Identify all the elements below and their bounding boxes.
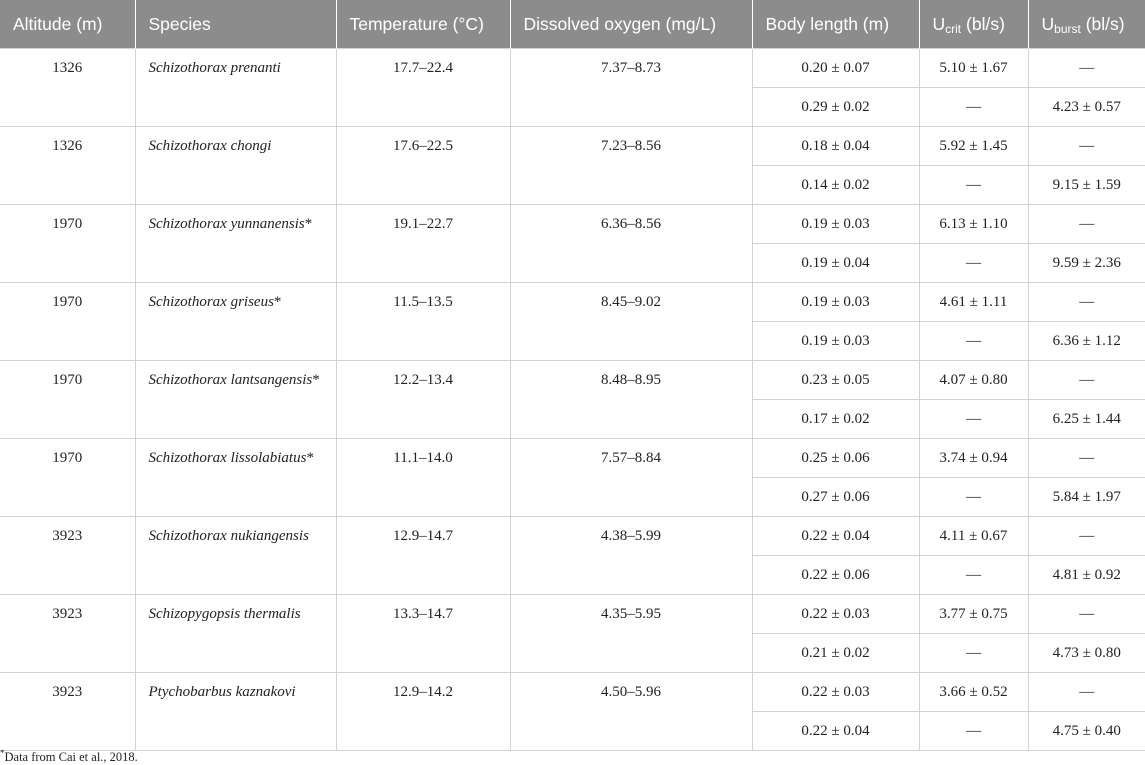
altitude-cell: 3923 [0, 517, 135, 595]
uburst-cell: 4.73 ± 0.80 [1028, 634, 1145, 673]
table-row [0, 673, 1145, 712]
body-length-cell: 0.22 ± 0.03 [752, 673, 919, 712]
header-altitude: Altitude (m) [0, 0, 135, 49]
body-length-cell: 0.19 ± 0.03 [752, 322, 919, 361]
species-name: Schizothorax yunnanensis [148, 216, 305, 232]
uburst-cell: — [1028, 595, 1145, 634]
body-length-cell: 0.22 ± 0.04 [752, 712, 919, 751]
uburst-cell: — [1028, 205, 1145, 244]
footnote-asterisk: * [312, 372, 320, 388]
table-row [0, 595, 1145, 634]
temperature-cell: 12.9–14.2 [336, 673, 510, 751]
uburst-cell: 9.15 ± 1.59 [1028, 166, 1145, 205]
uburst-cell: — [1028, 517, 1145, 556]
temperature-cell: 13.3–14.7 [336, 595, 510, 673]
altitude-cell: 1970 [0, 283, 135, 361]
species-cell [135, 595, 336, 673]
dissolved-oxygen-cell: 6.36–8.56 [510, 205, 752, 283]
uburst-cell: — [1028, 127, 1145, 166]
ucrit-cell: — [919, 88, 1028, 127]
ucrit-cell: — [919, 556, 1028, 595]
species-name: Ptychobarbus kaznakovi [148, 684, 296, 700]
species-name: Schizothorax lissolabiatus [148, 450, 307, 466]
table-row [0, 205, 1145, 244]
species-name: Schizothorax nukiangensis [148, 528, 309, 544]
species-cell [135, 361, 336, 439]
ucrit-cell: 5.10 ± 1.67 [919, 49, 1028, 88]
uburst-cell: 6.25 ± 1.44 [1028, 400, 1145, 439]
dissolved-oxygen-cell: 4.35–5.95 [510, 595, 752, 673]
table-row [0, 283, 1145, 322]
body-length-cell: 0.14 ± 0.02 [752, 166, 919, 205]
ucrit-cell: 5.92 ± 1.45 [919, 127, 1028, 166]
uburst-cell: 4.23 ± 0.57 [1028, 88, 1145, 127]
body-length-cell: 0.29 ± 0.02 [752, 88, 919, 127]
ucrit-cell: 6.13 ± 1.10 [919, 205, 1028, 244]
uburst-cell: — [1028, 49, 1145, 88]
species-name: Schizothorax lantsangensis [148, 372, 313, 388]
species-cell [135, 439, 336, 517]
species-cell [135, 127, 336, 205]
ucrit-cell: — [919, 400, 1028, 439]
temperature-cell: 12.2–13.4 [336, 361, 510, 439]
header-uburst-subscript: burst [1054, 21, 1081, 36]
altitude-cell: 1970 [0, 361, 135, 439]
body-length-cell: 0.19 ± 0.03 [752, 283, 919, 322]
header-ucrit-main: U [932, 13, 946, 34]
table-row [0, 361, 1145, 400]
dissolved-oxygen-cell: 7.57–8.84 [510, 439, 752, 517]
species-cell [135, 49, 336, 127]
ucrit-cell: 4.11 ± 0.67 [919, 517, 1028, 556]
uburst-cell: — [1028, 439, 1145, 478]
ucrit-cell: — [919, 712, 1028, 751]
body-length-cell: 0.20 ± 0.07 [752, 49, 919, 88]
altitude-cell: 3923 [0, 673, 135, 751]
header-uburst [1028, 0, 1145, 49]
footnote-asterisk: * [304, 216, 313, 232]
temperature-cell: 11.5–13.5 [336, 283, 510, 361]
uburst-cell: 5.84 ± 1.97 [1028, 478, 1145, 517]
header-row [0, 0, 1145, 49]
ucrit-cell: — [919, 634, 1028, 673]
footnote-text: Data from Cai et al., 2018. [4, 750, 138, 765]
uburst-cell: 6.36 ± 1.12 [1028, 322, 1145, 361]
header-uburst-main: U [1041, 13, 1055, 34]
header-uburst-unit: (bl/s) [1080, 13, 1125, 34]
footnote-mark: * [0, 748, 5, 758]
body-length-cell: 0.19 ± 0.04 [752, 244, 919, 283]
ucrit-cell: — [919, 166, 1028, 205]
dissolved-oxygen-cell: 4.38–5.99 [510, 517, 752, 595]
body-length-cell: 0.22 ± 0.06 [752, 556, 919, 595]
species-cell [135, 205, 336, 283]
body-length-cell: 0.22 ± 0.03 [752, 595, 919, 634]
header-temperature: Temperature (°C) [336, 0, 510, 49]
uburst-cell: — [1028, 283, 1145, 322]
ucrit-cell: 3.74 ± 0.94 [919, 439, 1028, 478]
altitude-cell: 1970 [0, 439, 135, 517]
species-cell [135, 283, 336, 361]
temperature-cell: 17.6–22.5 [336, 127, 510, 205]
footnote-asterisk: * [306, 450, 314, 466]
body-length-cell: 0.25 ± 0.06 [752, 439, 919, 478]
temperature-cell: 19.1–22.7 [336, 205, 510, 283]
header-ucrit-unit: (bl/s) [961, 13, 1005, 34]
species-cell [135, 673, 336, 751]
dissolved-oxygen-cell: 8.45–9.02 [510, 283, 752, 361]
ucrit-cell: — [919, 244, 1028, 283]
body-length-cell: 0.21 ± 0.02 [752, 634, 919, 673]
table-row [0, 49, 1145, 88]
body-length-cell: 0.17 ± 0.02 [752, 400, 919, 439]
header-ucrit-subscript: crit [945, 21, 962, 36]
uburst-cell: 9.59 ± 2.36 [1028, 244, 1145, 283]
species-name: Schizothorax prenanti [148, 60, 281, 76]
dissolved-oxygen-cell: 4.50–5.96 [510, 673, 752, 751]
temperature-cell: 11.1–14.0 [336, 439, 510, 517]
dissolved-oxygen-cell: 8.48–8.95 [510, 361, 752, 439]
body-length-cell: 0.18 ± 0.04 [752, 127, 919, 166]
ucrit-cell: — [919, 322, 1028, 361]
species-name: Schizopygopsis thermalis [148, 606, 301, 622]
table-row [0, 517, 1145, 556]
header-dissolved-oxygen: Dissolved oxygen (mg/L) [510, 0, 752, 49]
dissolved-oxygen-cell: 7.37–8.73 [510, 49, 752, 127]
temperature-cell: 12.9–14.7 [336, 517, 510, 595]
uburst-cell: 4.81 ± 0.92 [1028, 556, 1145, 595]
header-ucrit [919, 0, 1028, 49]
ucrit-cell: 4.07 ± 0.80 [919, 361, 1028, 400]
uburst-cell: — [1028, 673, 1145, 712]
body-length-cell: 0.27 ± 0.06 [752, 478, 919, 517]
dissolved-oxygen-cell: 7.23–8.56 [510, 127, 752, 205]
ucrit-cell: 3.66 ± 0.52 [919, 673, 1028, 712]
body-length-cell: 0.22 ± 0.04 [752, 517, 919, 556]
temperature-cell: 17.7–22.4 [336, 49, 510, 127]
altitude-cell: 1326 [0, 49, 135, 127]
body-length-cell: 0.19 ± 0.03 [752, 205, 919, 244]
header-species: Species [135, 0, 336, 49]
footnote-asterisk: * [273, 294, 282, 310]
table-footnote [0, 748, 138, 765]
ucrit-cell: 4.61 ± 1.11 [919, 283, 1028, 322]
header-body-length: Body length (m) [752, 0, 919, 49]
uburst-cell: — [1028, 361, 1145, 400]
altitude-cell: 3923 [0, 595, 135, 673]
ucrit-cell: — [919, 478, 1028, 517]
table-body [0, 49, 1145, 751]
ucrit-cell: 3.77 ± 0.75 [919, 595, 1028, 634]
altitude-cell: 1970 [0, 205, 135, 283]
uburst-cell: 4.75 ± 0.40 [1028, 712, 1145, 751]
table-row [0, 127, 1145, 166]
altitude-cell: 1326 [0, 127, 135, 205]
species-name: Schizothorax griseus [148, 294, 274, 310]
body-length-cell: 0.23 ± 0.05 [752, 361, 919, 400]
species-cell [135, 517, 336, 595]
table-row [0, 439, 1145, 478]
species-name: Schizothorax chongi [148, 138, 272, 154]
